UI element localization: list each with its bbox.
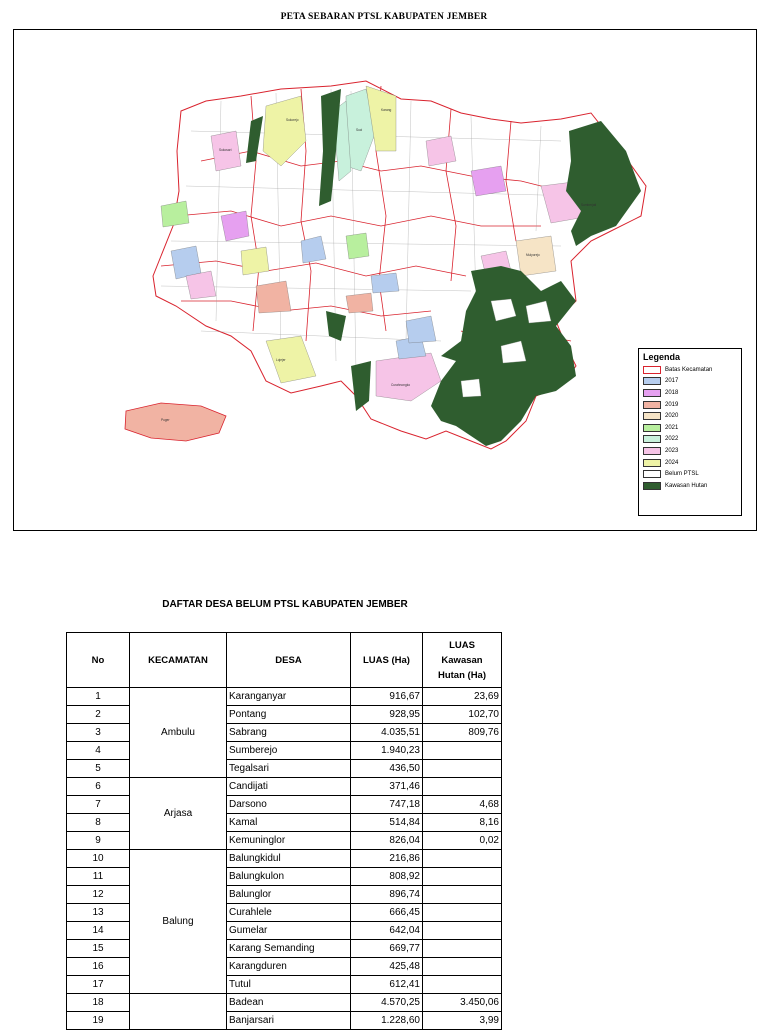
map-title: PETA SEBARAN PTSL KABUPATEN JEMBER [280,12,488,22]
svg-text:Mulyorejo: Mulyorejo [526,253,540,257]
legend-item [643,468,737,480]
header-hutan-line3: Hutan (Ha) [437,669,487,681]
cell-luas-hutan: 3,99 [423,1012,502,1030]
legend-label: Kawasan Hutan [665,482,708,489]
legend-label: 2024 [665,459,679,466]
cell-luas-hutan [423,922,502,940]
cell-no: 8 [67,814,130,832]
legend-item [643,422,737,434]
legend-swatch [643,389,661,397]
cell-no: 14 [67,922,130,940]
cell-luas: 216,86 [351,850,423,868]
cell-no: 16 [67,958,130,976]
cell-no: 17 [67,976,130,994]
cell-no: 9 [67,832,130,850]
legend-swatch [643,447,661,455]
cell-luas: 4.035,51 [351,724,423,742]
legend-swatch [643,482,661,490]
legend-item [643,376,737,388]
cell-kecamatan [130,994,227,1030]
cell-luas-hutan: 8,16 [423,814,502,832]
cell-no: 6 [67,778,130,796]
cell-luas: 4.570,25 [351,994,423,1012]
cell-luas: 1.940,23 [351,742,423,760]
village-2019 [346,293,373,313]
cell-desa: Kamal [227,814,351,832]
cell-luas: 666,45 [351,904,423,922]
cell-luas-hutan [423,850,502,868]
legend-label: 2022 [665,436,679,443]
cell-desa: Sumberejo [227,742,351,760]
legend-items [643,364,737,492]
village-2023 [186,271,216,299]
cell-luas-hutan [423,760,502,778]
cell-desa: Balungkidul [227,850,351,868]
svg-text:Curahnongko: Curahnongko [391,383,411,387]
cell-desa: Karangduren [227,958,351,976]
cell-desa: Darsono [227,796,351,814]
legend-label: 2021 [665,424,679,431]
header-desa: DESA [227,633,351,688]
legend-item [643,387,737,399]
svg-text:Sumberjati: Sumberjati [581,203,597,207]
cell-desa: Kemuninglor [227,832,351,850]
cell-no: 12 [67,886,130,904]
legend-label: 2018 [665,389,679,396]
cell-desa: Badean [227,994,351,1012]
cell-luas: 425,48 [351,958,423,976]
legend-label: 2019 [665,401,679,408]
cell-luas-hutan [423,778,502,796]
cell-luas: 612,41 [351,976,423,994]
cell-no: 19 [67,1012,130,1030]
cell-luas-hutan [423,976,502,994]
village-2017 [371,273,399,293]
cell-luas: 928,95 [351,706,423,724]
legend-swatch [643,435,661,443]
cell-luas-hutan: 809,76 [423,724,502,742]
legend-item [643,434,737,446]
cell-luas-hutan: 4,68 [423,796,502,814]
cell-desa: Curahlele [227,904,351,922]
cell-luas-hutan: 23,69 [423,688,502,706]
table-row [67,850,502,868]
svg-text:Suci: Suci [356,128,363,132]
cell-desa: Tegalsari [227,760,351,778]
table-body [67,688,502,1030]
header-kecamatan: KECAMATAN [130,633,227,688]
village-2024 [241,247,269,275]
legend-swatch [643,470,661,478]
svg-text:Sukorejo: Sukorejo [286,118,299,122]
village-2018 [221,211,249,241]
cell-luas-hutan [423,904,502,922]
cell-luas: 436,50 [351,760,423,778]
svg-text:Puger: Puger [161,418,170,422]
cell-luas-hutan [423,958,502,976]
cell-no: 2 [67,706,130,724]
cell-desa: Gumelar [227,922,351,940]
legend-item [643,480,737,492]
cell-no: 3 [67,724,130,742]
legend-label: Batas Kecamatan [665,366,713,373]
cell-luas: 826,04 [351,832,423,850]
legend-item [643,399,737,411]
cell-no: 4 [67,742,130,760]
svg-text:Karang: Karang [381,108,392,112]
cell-no: 13 [67,904,130,922]
table-header-row [67,633,502,688]
header-luas-hutan [423,633,502,688]
cell-desa: Tutul [227,976,351,994]
cell-luas: 896,74 [351,886,423,904]
village-2018 [471,166,506,196]
legend-swatch [643,459,661,467]
village-2023 [426,136,456,166]
village-2019 [256,281,291,313]
cell-luas: 808,92 [351,868,423,886]
legend-title: Legenda [643,352,681,362]
legend-swatch [643,412,661,420]
cell-no: 15 [67,940,130,958]
header-hutan-line1: LUAS [449,639,475,651]
cell-desa: Karang Semanding [227,940,351,958]
cell-no: 18 [67,994,130,1012]
legend-label: Belum PTSL [665,471,699,478]
cell-no: 11 [67,868,130,886]
cell-desa: Sabrang [227,724,351,742]
legend-item [643,445,737,457]
cell-luas: 1.228,60 [351,1012,423,1030]
cell-luas: 371,46 [351,778,423,796]
legend-label: 2020 [665,413,679,420]
cell-luas-hutan [423,886,502,904]
svg-text:Sukosari: Sukosari [219,148,232,152]
map-frame [13,29,757,531]
header-no: No [67,633,130,688]
cell-luas-hutan: 3.450,06 [423,994,502,1012]
cell-desa: Balungkulon [227,868,351,886]
legend-swatch [643,424,661,432]
cell-desa: Candijati [227,778,351,796]
svg-text:Lojejer: Lojejer [276,358,286,362]
legend-label: 2017 [665,378,679,385]
cell-kecamatan: Arjasa [130,778,227,850]
cell-no: 7 [67,796,130,814]
village-2017 [406,316,436,343]
cell-luas-hutan [423,940,502,958]
table-row [67,688,502,706]
cell-no: 10 [67,850,130,868]
cell-desa: Karanganyar [227,688,351,706]
cell-luas: 669,77 [351,940,423,958]
cell-desa: Banjarsari [227,1012,351,1030]
legend-swatch [643,401,661,409]
header-luas: LUAS (Ha) [351,633,423,688]
cell-luas-hutan: 102,70 [423,706,502,724]
header-hutan-line2: Kawasan [441,654,483,666]
cell-luas: 514,84 [351,814,423,832]
cell-luas: 916,67 [351,688,423,706]
cell-luas-hutan: 0,02 [423,832,502,850]
village-2021 [161,201,189,227]
table-row [67,778,502,796]
cell-luas-hutan [423,868,502,886]
legend-item [643,364,737,376]
legend-swatch [643,377,661,385]
village-2021 [346,233,369,259]
legend-swatch [643,366,661,374]
cell-luas: 747,18 [351,796,423,814]
cell-luas: 642,04 [351,922,423,940]
nusa-barong-island [125,403,226,441]
legend-item [643,457,737,469]
cell-desa: Balunglor [227,886,351,904]
cell-kecamatan: Ambulu [130,688,227,778]
cell-luas-hutan [423,742,502,760]
cell-no: 5 [67,760,130,778]
legend-item [643,410,737,422]
table-title: DAFTAR DESA BELUM PTSL KABUPATEN JEMBER [162,599,408,610]
table-row [67,994,502,1012]
cell-no: 1 [67,688,130,706]
map-legend [638,348,742,516]
cell-kecamatan: Balung [130,850,227,994]
legend-label: 2023 [665,447,679,454]
village-table [66,632,502,1030]
cell-desa: Pontang [227,706,351,724]
